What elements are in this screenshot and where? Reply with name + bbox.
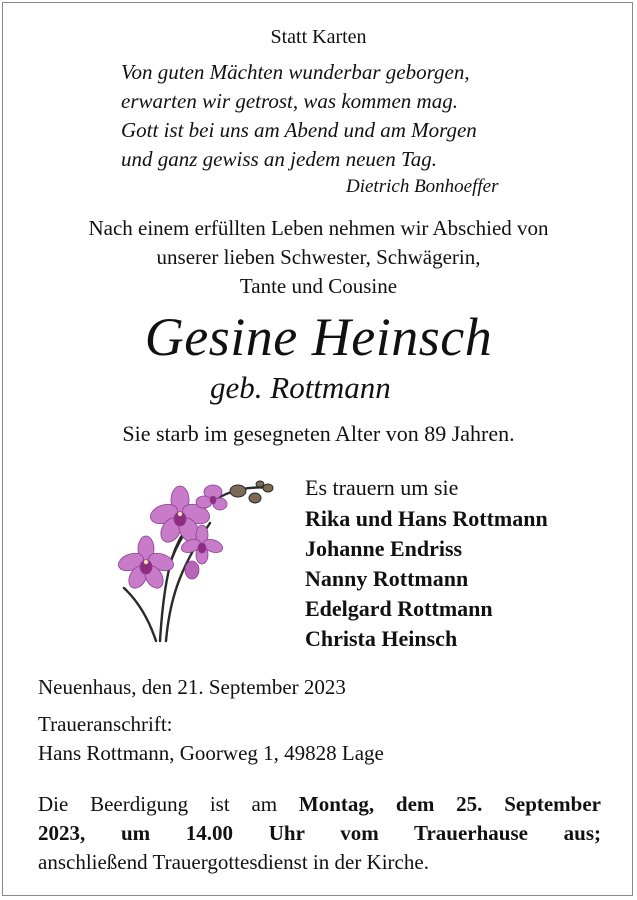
poem-line-4: und ganz gewiss an jedem neuen Tag. bbox=[121, 147, 437, 171]
mourner-name: Christa Heinsch bbox=[305, 626, 458, 651]
poem-line-1: Von guten Mächten wunderbar geborgen, bbox=[121, 60, 470, 84]
orchid-icon bbox=[110, 478, 280, 643]
mourner-name: Edelgard Rottmann bbox=[305, 596, 493, 621]
address-label: Traueranschrift: bbox=[38, 712, 173, 736]
funeral-time: 2023, um 14.00 Uhr vom Trauerhause aus; bbox=[38, 821, 601, 845]
poem-line-2: erwarten wir getrost, was kommen mag. bbox=[121, 89, 458, 113]
intro-line-2: unserer lieben Schwester, Schwägerin, bbox=[156, 245, 481, 269]
mourners-heading: Es trauern um sie bbox=[305, 475, 459, 500]
funeral-line-3 bbox=[38, 848, 601, 877]
funeral-line-1 bbox=[38, 790, 601, 819]
funeral-line-2 bbox=[38, 819, 601, 848]
place-date: Neuenhaus, den 21. September 2023 bbox=[38, 675, 346, 699]
intro-line-3: Tante und Cousine bbox=[239, 274, 398, 298]
deceased-birth-name: geb. Rottmann bbox=[210, 370, 391, 405]
funeral-service: anschließend Trauergottesdienst in der Kirche. bbox=[38, 850, 429, 874]
mourner-name: Johanne Endriss bbox=[305, 536, 463, 561]
funeral-details bbox=[38, 790, 601, 877]
intro-line-1: Nach einem erfüllten Leben nehmen wir Abschied von bbox=[88, 216, 549, 240]
address-value: Hans Rottmann, Goorweg 1, 49828 Lage bbox=[38, 741, 384, 765]
mourner-name: Rika und Hans Rottmann bbox=[305, 506, 548, 531]
mourner-name: Nanny Rottmann bbox=[305, 566, 469, 591]
statt-karten-label: Statt Karten bbox=[270, 26, 367, 48]
deceased-age: Sie starb im gesegneten Alter von 89 Jahren. bbox=[122, 421, 515, 446]
funeral-intro: Die Beerdigung ist am bbox=[38, 792, 299, 816]
funeral-date: Montag, dem 25. September bbox=[298, 792, 602, 816]
poem-author: Dietrich Bonhoeffer bbox=[346, 176, 499, 197]
poem-line-3: Gott ist bei uns am Abend und am Morgen bbox=[121, 118, 477, 142]
deceased-name: Gesine Heinsch bbox=[144, 307, 493, 367]
